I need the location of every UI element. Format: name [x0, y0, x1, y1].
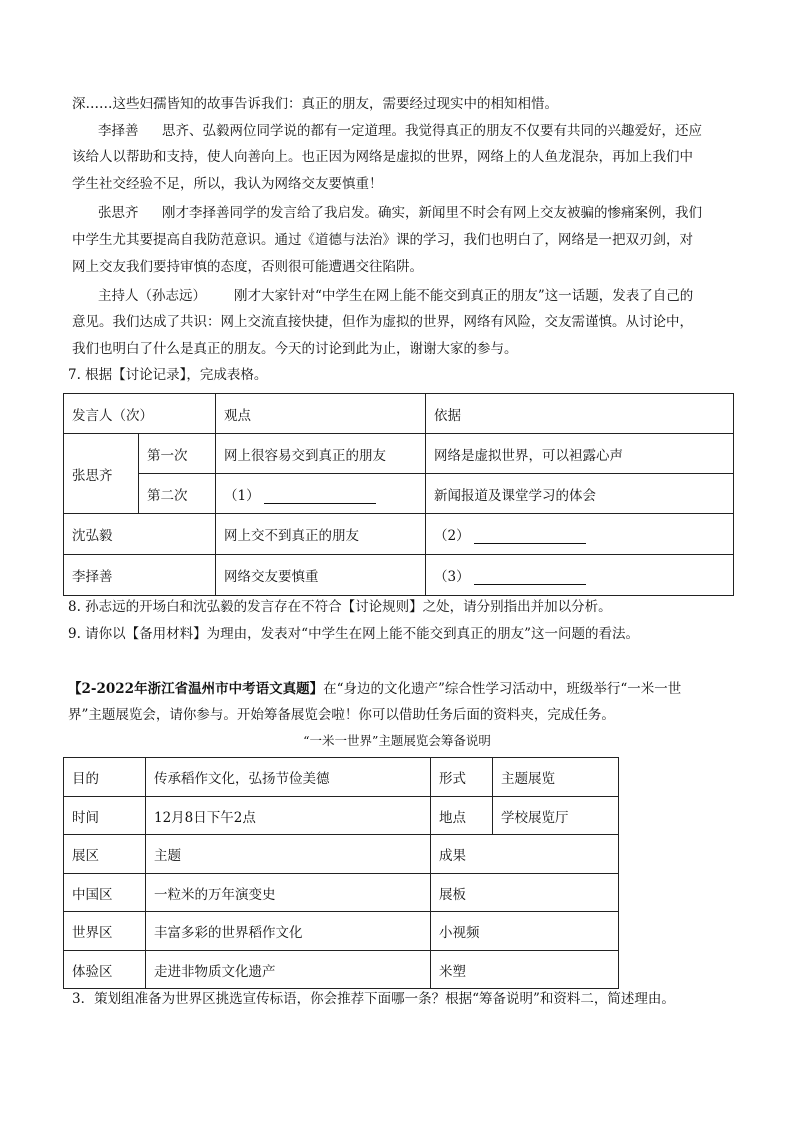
value-cell: 12月8日下午2点 — [146, 797, 431, 835]
paragraph-lizeshan-line1 — [98, 122, 702, 140]
header-speaker: 发言人（次） — [64, 394, 216, 434]
speaker-cell: 张思齐 — [64, 434, 139, 514]
theme-cell: 走进非物质文化遗产 — [146, 951, 431, 989]
paragraph-intro: 深……这些妇孺皆知的故事告诉我们：真正的朋友，需要经过现实中的相知相惜。 — [72, 96, 558, 112]
result-header: 成果 — [431, 835, 619, 874]
label-cell: 时间 — [64, 797, 146, 835]
zone-cell: 中国区 — [64, 874, 146, 912]
speaker-name: 李择善 — [98, 123, 139, 139]
paragraph-host-line2: 意见。我们达成了共识：网上交流直接快捷，但作为虚拟的世界，网络有风险，交友需谨慎。从讨论中， — [72, 314, 693, 330]
paragraph-zhangsiqi-line2: 中学生尤其要提高自我防范意识。通过《道德与法治》课的学习，我们也明白了，网络是一把双刃剑，对 — [72, 232, 693, 248]
answer-blank-1[interactable] — [264, 491, 376, 504]
table-row — [64, 912, 619, 951]
speech-text: 思齐、弘毅两位同学说的都有一定道理。我觉得真正的朋友不仅要有共同的兴趣爱好，还应 — [162, 123, 702, 139]
exhibition-table — [63, 757, 619, 989]
paragraph-host-line3: 我们也明白了什么是真正的朋友。今天的讨论到此为止，谢谢大家的参与。 — [72, 341, 518, 357]
answer-blank-2[interactable] — [474, 531, 586, 544]
question-8: 8. 孙志远的开场白和沈弘毅的发言存在不符合【讨论规则】之处，请分别指出并加以分析。 — [68, 599, 612, 615]
theme-cell: 丰富多彩的世界稻作文化 — [146, 912, 431, 951]
answer-cell-2[interactable] — [426, 514, 734, 555]
paragraph-zhangsiqi-line3: 网上交友我们要持审慎的态度，否则很可能遭遇交往陷阱。 — [72, 259, 423, 275]
view-cell: 网上很容易交到真正的朋友 — [216, 434, 426, 474]
value-cell: 主题展览 — [493, 758, 619, 797]
label-cell: 目的 — [64, 758, 146, 797]
result-cell: 小视频 — [431, 912, 619, 951]
result-cell: 米塑 — [431, 951, 619, 989]
label-cell: 形式 — [431, 758, 493, 797]
view-cell: 网上交不到真正的朋友 — [216, 514, 426, 555]
time-cell: 第二次 — [139, 474, 216, 514]
basis-cell: 新闻报道及课堂学习的体会 — [426, 474, 734, 514]
basis-cell: 网络是虚拟世界，可以袒露心声 — [426, 434, 734, 474]
heading-text: 在“身边的文化遗产”综合性学习活动中，班级举行“一米一世 — [323, 681, 682, 697]
header-basis: 依据 — [426, 394, 734, 434]
speaker-name: 张思齐 — [98, 205, 139, 221]
theme-header: 主题 — [146, 835, 431, 874]
zone-cell: 体验区 — [64, 951, 146, 989]
section-heading-line2: 界”主题展览会，请你参与。开始筹备展览会啦！你可以借助任务后面的资料夹，完成任务。 — [68, 707, 615, 723]
section-heading-line1 — [68, 680, 681, 698]
value-cell: 学校展览厅 — [493, 797, 619, 835]
speaker-cell: 李择善 — [64, 555, 216, 596]
speaker-name: 主持人（孙志远） — [98, 288, 206, 304]
speech-text: 刚才大家针对“中学生在网上能不能交到真正的朋友”这一话题，发表了自己的 — [234, 288, 694, 304]
answer-cell-3[interactable] — [426, 555, 734, 596]
question-7: 7. 根据【讨论记录】，完成表格。 — [68, 367, 268, 383]
value-cell: 传承稻作文化，弘扬节俭美德 — [146, 758, 431, 797]
result-cell: 展板 — [431, 874, 619, 912]
blank-label: （2） — [434, 528, 470, 544]
source-tag: 【2-2022年浙江省温州市中考语文真题】 — [68, 681, 324, 697]
paragraph-zhangsiqi-line1 — [98, 204, 702, 222]
question-9: 9. 请你以【备用材料】为理由，发表对“中学生在网上能不能交到真正的朋友”这一问题的看法。 — [68, 626, 639, 642]
speaker-cell: 沈弘毅 — [64, 514, 216, 555]
discussion-table — [63, 393, 734, 596]
answer-blank-3[interactable] — [474, 572, 586, 585]
blank-label: （3） — [434, 569, 470, 585]
table-row — [64, 951, 619, 989]
blank-label: （1） — [224, 487, 260, 504]
label-cell: 地点 — [431, 797, 493, 835]
speech-text: 刚才李择善同学的发言给了我启发。确实，新闻里不时会有网上交友被骗的惨痛案例，我们 — [162, 205, 702, 221]
paragraph-lizeshan-line3: 学生社交经验不足，所以，我认为网络交友要慎重！ — [72, 176, 383, 192]
paragraph-lizeshan-line2: 该给人以帮助和支持，使人向善向上。也正因为网络是虚拟的世界，网络上的人鱼龙混杂，再加上我们中 — [72, 149, 693, 165]
zone-cell: 世界区 — [64, 912, 146, 951]
time-cell: 第一次 — [139, 434, 216, 474]
theme-cell: 一粒米的万年演变史 — [146, 874, 431, 912]
question-3: 3．策划组准备为世界区挑选宣传标语，你会推荐下面哪一条？根据“筹备说明”和资料二，简述理由。 — [72, 991, 675, 1007]
table-title: “一米一世界”主题展览会筹备说明 — [303, 733, 491, 748]
zone-header: 展区 — [64, 835, 146, 874]
paragraph-host-line1 — [98, 287, 693, 305]
header-view: 观点 — [216, 394, 426, 434]
view-cell: 网络交友要慎重 — [216, 555, 426, 596]
table-row — [64, 874, 619, 912]
answer-cell-1[interactable] — [216, 474, 426, 514]
